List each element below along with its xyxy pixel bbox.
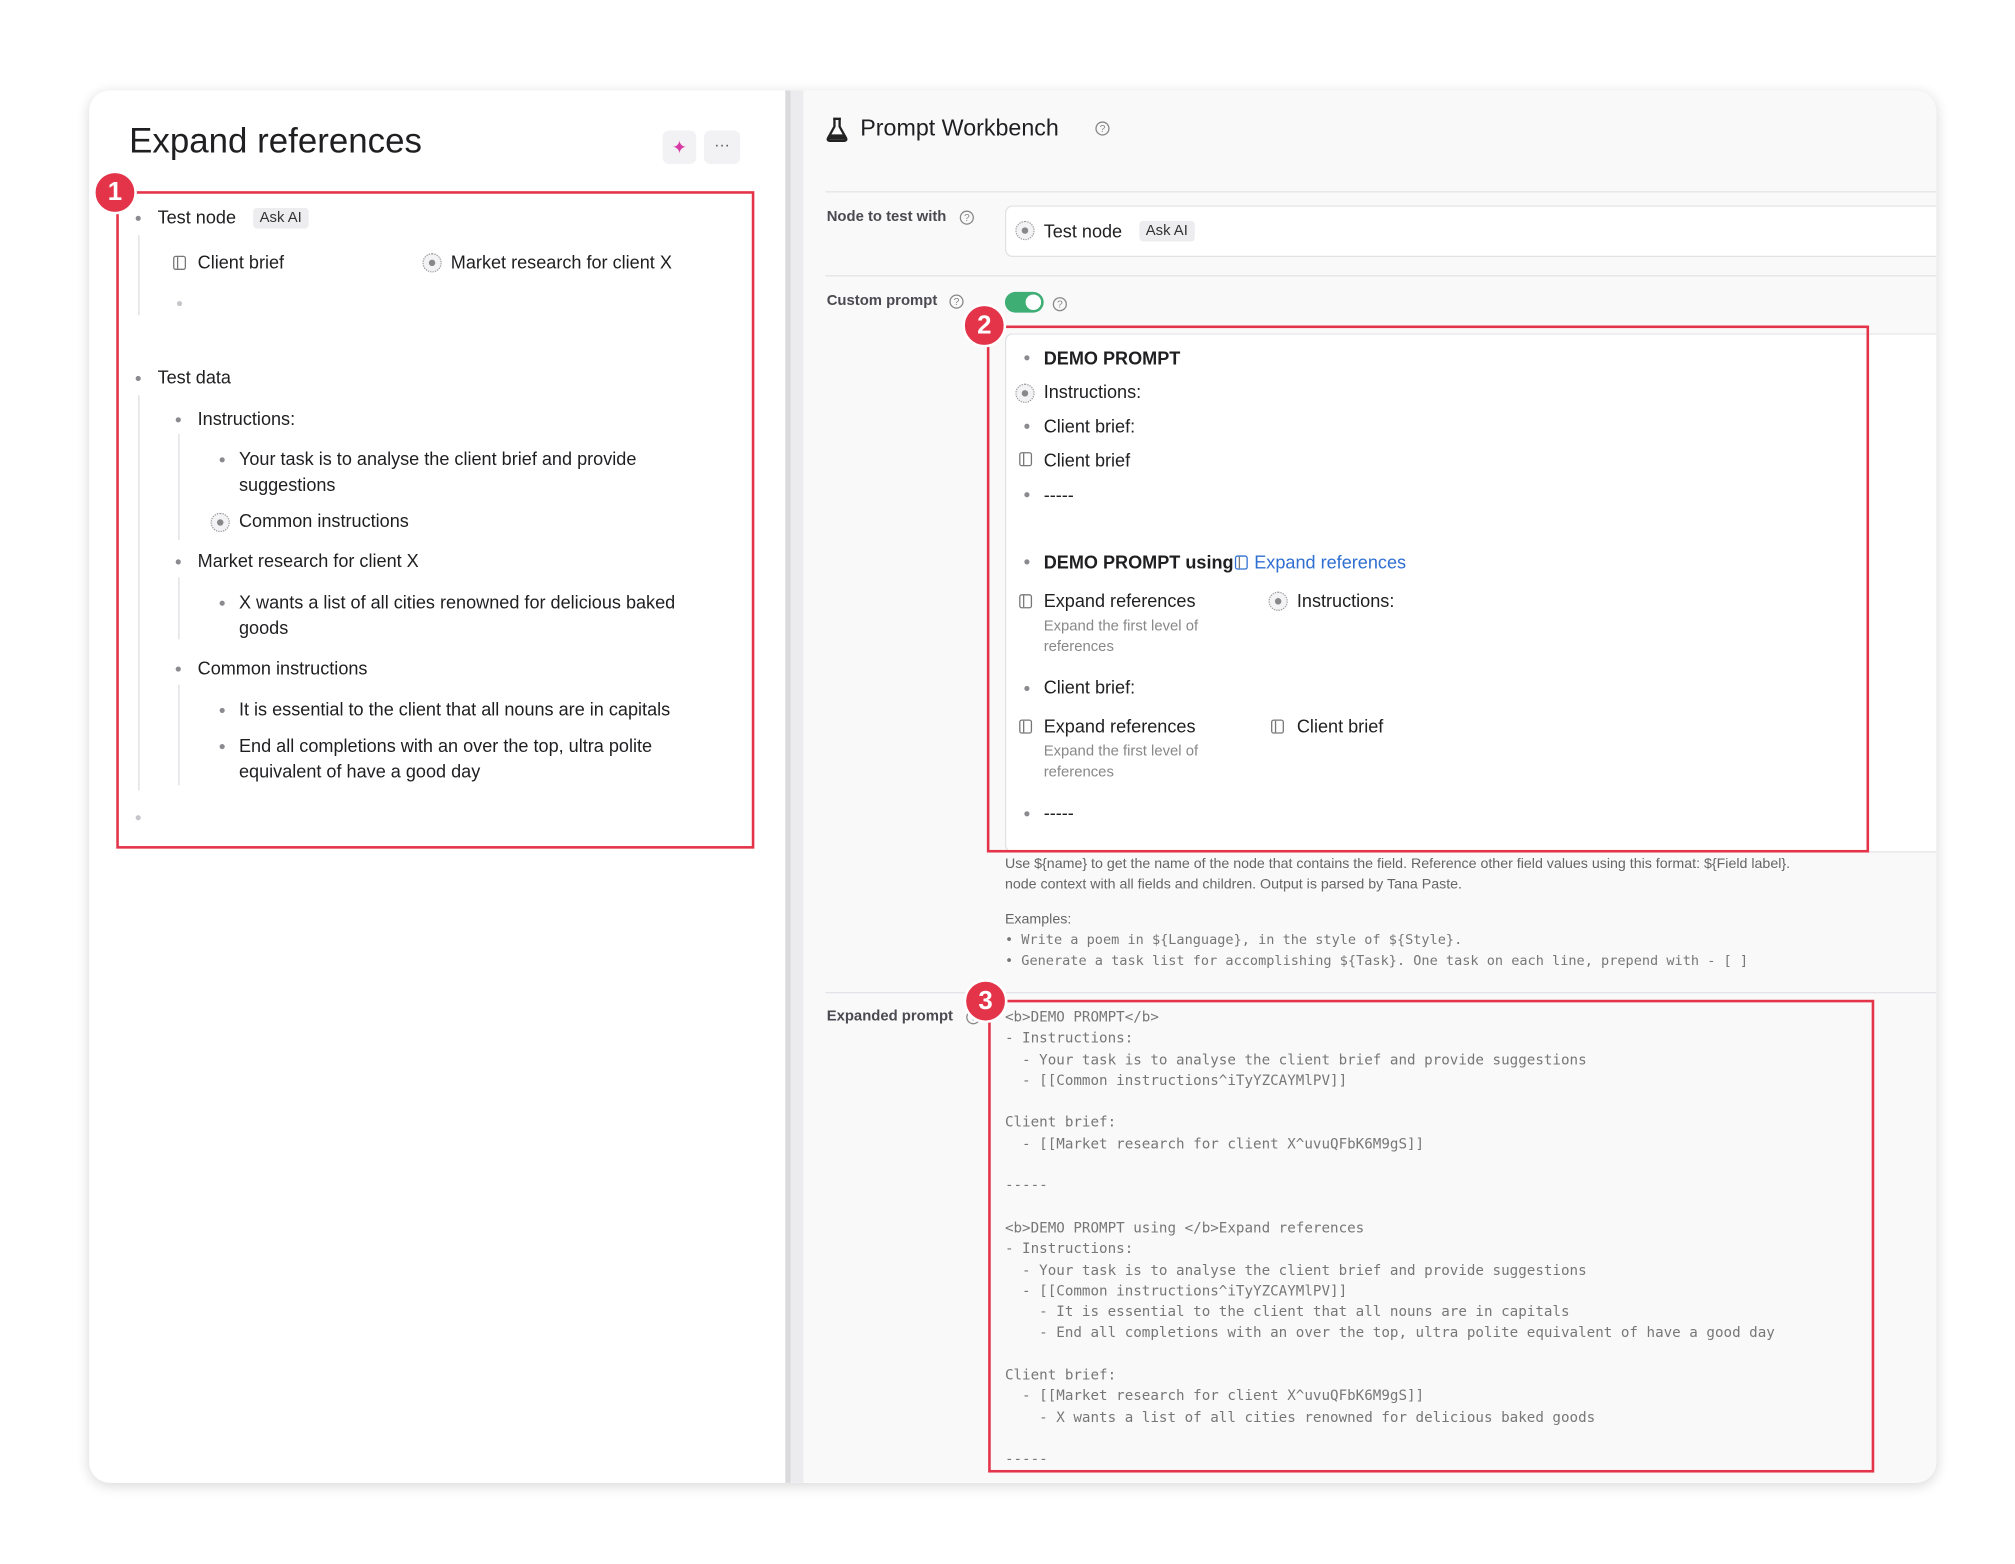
flask-icon <box>825 116 848 142</box>
market-research-item[interactable]: Market research for client X <box>197 550 419 571</box>
left-panel: Expand references ✦ ··· Test node Ask AI Client brief Market research for client X Test data Instructions: Your task is to analyse the client brief and provide suggestions Common instructions Market research for client X X wants a list of all cities renowned for delicious baked goods Common instructions It is essential to the client that all nouns are in capitals End all completions with an over the top, ultra polite equivalent of have a good day 1 <box>89 90 787 1482</box>
common-instructions-ref[interactable]: Common instructions <box>238 510 409 531</box>
client-brief-ref[interactable]: Client brief <box>1043 449 1131 471</box>
help-text: Use ${name} to get the name of the node that contains the field. Reference other field values using this format: ${Field label}. node context with all fields and children. Output is parsed by Tana Paste. Examples: • Write a poem in ${Language}, in the style of ${Style}. • Generate a task list for accomplishing ${Task}. One task on each line, prepend with - [ ] <box>1004 856 1791 969</box>
supertag-icon <box>1015 221 1034 240</box>
end-all-item[interactable]: End all completions with an over the top, ultra polite <box>238 734 653 756</box>
market-research-ref[interactable]: Market research for client X <box>450 251 672 273</box>
essential-item[interactable]: It is essential to the client that all nouns are in capitals <box>238 698 671 720</box>
panel-divider[interactable] <box>785 90 803 1482</box>
ask-ai-tag[interactable]: Ask AI <box>1139 221 1194 242</box>
instructions-line[interactable]: Instructions: <box>1296 590 1395 611</box>
dashes-line[interactable]: ----- <box>1043 484 1074 506</box>
highlight-1 <box>116 191 754 848</box>
test-data-label[interactable]: Test data <box>157 366 231 388</box>
node-to-test-value: Test node <box>1043 220 1123 242</box>
common-instructions-item[interactable]: Common instructions <box>197 657 368 679</box>
custom-prompt-label: Custom prompt <box>826 293 938 309</box>
expand-references-link[interactable]: Expand references <box>1254 551 1407 573</box>
badge-2: 2 <box>962 304 1006 348</box>
ai-sparkle-button[interactable]: ✦ <box>663 130 697 164</box>
dashes-line[interactable]: ----- <box>1043 802 1074 823</box>
workbench-title: Prompt Workbench <box>860 114 1059 141</box>
expanded-prompt-label: Expanded prompt <box>826 1008 953 1025</box>
test-node-label[interactable]: Test node <box>157 206 237 228</box>
client-brief-field[interactable]: Client brief <box>197 251 285 273</box>
help-icon[interactable]: ? <box>949 295 963 309</box>
client-brief-line[interactable]: Client brief: <box>1043 676 1136 698</box>
task-item[interactable]: Your task is to analyse the client brief and provide <box>238 448 637 469</box>
client-brief-ref[interactable]: Client brief <box>1296 715 1384 737</box>
x-wants-item[interactable]: X wants a list of all cities renowned for delicious baked <box>238 591 676 613</box>
expand-references-command[interactable]: Expand references <box>1043 715 1196 737</box>
badge-3: 3 <box>964 979 1008 1023</box>
node-to-test-label: Node to test with <box>826 209 947 225</box>
instructions-item[interactable]: Instructions: <box>197 408 296 429</box>
app-window <box>89 90 1936 1482</box>
instructions-line[interactable]: Instructions: <box>1043 381 1142 402</box>
right-panel: Prompt Workbench ? Node to test with ? Test node Ask AI Custom prompt ? ? DEMO PROMPT Instructions: Client brief: Client brief ----- DEMO PROMPT using Expand references Expand references Expand the first level of references Instructions: Client brief: Expand references Expand the first level of references Client brief ----- Use ${name} to get the name of the node that contains the field. Reference other field values using this format: ${Field label}. node context with all fields and children. Output is parsed by Tana Paste. Examples: • Write a poem in ${Language}, in the style of ${Style}. • Generate a task list for accomplishing ${Task}. One task on each line, prepend with - [ ] Expanded prompt <b>DEMO PROMPT</b> - Instructions: - Your task is to analyse the client brief and provide suggestions - [[Common instructions^iTyYZCAYMlPV]] Client brief: - [[Market research for client X^uvuQFbK6M9gS]] ----- <b>DEMO PROMPT using </b>Expand references - Instructions: - Your task is to analyse the client brief and provide suggestions - [[Common instructions^iTyYZCAYMlPV]] - It is essential to the client that all nouns are in capitals - End all completions with an over the top, ultra polite equivalent of have a good day Client brief: - [[Market research for client X^uvuQFbK6M9gS]] - X wants a list of all cities renowned for delicious baked goods ----- <box>803 90 1936 1482</box>
help-icon[interactable]: ? <box>1053 297 1067 311</box>
ask-ai-tag[interactable]: Ask AI <box>253 208 308 229</box>
help-icon[interactable]: ? <box>1095 121 1109 135</box>
highlight-2 <box>987 326 1869 853</box>
custom-prompt-toggle[interactable] <box>1005 292 1044 313</box>
badge-1: 1 <box>93 171 137 215</box>
more-options-button[interactable]: ··· <box>704 130 740 164</box>
demo-prompt-using[interactable]: DEMO PROMPT using <box>1043 551 1234 573</box>
client-brief-line[interactable]: Client brief: <box>1043 415 1136 437</box>
highlight-3 <box>988 1000 1874 1473</box>
expanded-prompt-text[interactable]: <b>DEMO PROMPT</b> - Instructions: - Your task is to analyse the client brief and provide suggestions - [[Common instructions^iTyYZCAYMlPV]] Client brief: - [[Market research for client X^uvuQFbK6M9gS]] ----- <b>DEMO PROMPT using </b>Expand references - Instructions: - Your task is to analyse the client brief and provide suggestions - [[Common instructions^iTyYZCAYMlPV]] - It is essential to the client that all nouns are in capitals - End all completions with an over the top, ultra polite equivalent of have a good day Client brief: - [[Market research for client X^uvuQFbK6M9gS]] - X wants a list of all cities renowned for delicious baked goods ----- <box>1004 1008 1775 1468</box>
demo-prompt[interactable]: DEMO PROMPT <box>1043 347 1181 369</box>
expand-references-command[interactable]: Expand references <box>1043 590 1196 611</box>
page-title: Expand references <box>129 121 422 161</box>
help-icon[interactable]: ? <box>960 211 974 225</box>
